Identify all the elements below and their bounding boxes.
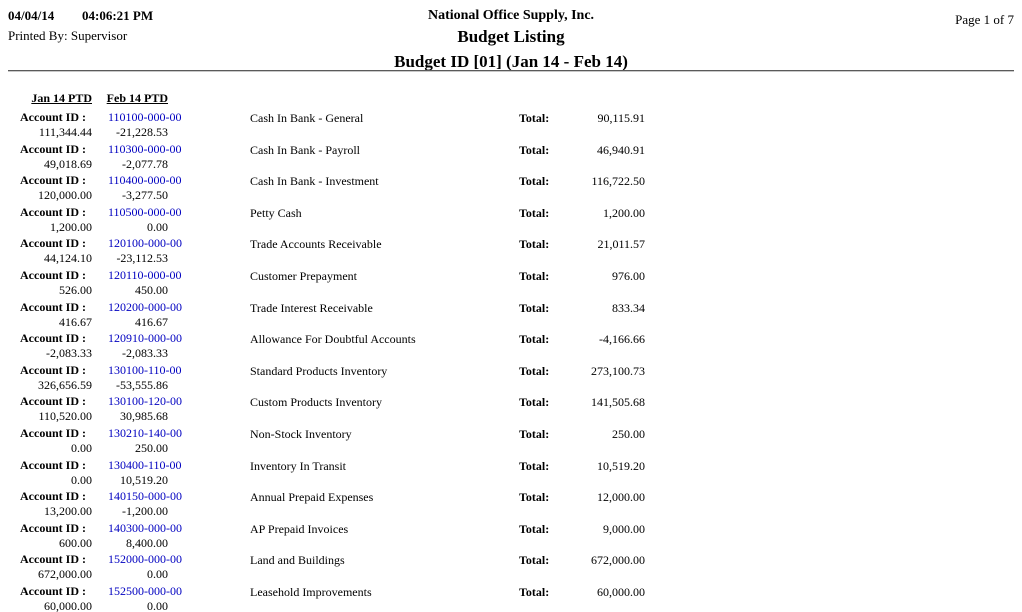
budget-row [0,394,1022,426]
total-label: Total: [519,205,550,220]
total-label: Total: [519,521,550,536]
total-label: Total: [519,111,550,125]
account-description: Inventory In Transit [250,458,346,473]
column-headers [0,91,1022,107]
jan-ptd-value: 60,000.00 [44,598,92,612]
total-label: Total: [519,174,550,189]
total-value: 1,200.00 [603,205,645,220]
page-indicator: Page 1 of 7 [955,12,1014,27]
account-id-link[interactable]: 120110-000-00 [108,267,182,282]
account-id-link[interactable]: 110300-000-00 [108,141,182,156]
feb-ptd-value: 450.00 [135,282,168,297]
total-value: 21,011.57 [597,237,645,252]
budget-row [0,584,1022,612]
total-label: Total: [519,426,550,441]
budget-row [0,300,1022,332]
account-id-link[interactable]: 120200-000-00 [108,299,182,314]
jan-ptd-value: 600.00 [59,535,92,550]
total-label: Total: [519,490,550,505]
total-label: Total: [519,363,550,378]
account-id-link[interactable]: 110400-000-00 [108,173,182,188]
budget-row [0,205,1022,237]
account-description: Allowance For Doubtful Accounts [250,332,416,347]
jan-ptd-value: 49,018.69 [44,156,92,171]
total-label: Total: [519,553,550,568]
feb-ptd-value: 10,519.20 [120,472,168,487]
budget-row [0,458,1022,490]
account-id-label: Account ID : [20,457,86,472]
total-value: 90,115.91 [597,111,645,125]
account-id-label: Account ID : [20,425,86,440]
total-label: Total: [519,142,550,157]
account-description: Cash In Bank - Investment [250,174,379,189]
total-value: 250.00 [612,426,645,441]
account-description: Cash In Bank - Payroll [250,142,360,157]
total-value: 12,000.00 [597,490,645,505]
total-value: 46,940.91 [597,142,645,157]
account-id-link[interactable]: 120100-000-00 [108,236,182,251]
total-label: Total: [519,300,550,315]
account-description: Leasehold Improvements [250,584,372,599]
account-id-link[interactable]: 110500-000-00 [108,204,182,219]
account-id-label: Account ID : [20,583,86,598]
account-description: Standard Products Inventory [250,363,388,378]
header-divider [8,70,1014,72]
feb-ptd-value: -21,228.53 [116,125,168,139]
account-id-link[interactable]: 130100-110-00 [108,362,182,377]
account-description: Customer Prepayment [250,268,357,283]
account-description: Annual Prepaid Expenses [250,490,374,505]
jan-ptd-value: 326,656.59 [38,377,92,392]
account-id-link[interactable]: 152000-000-00 [108,552,182,567]
total-label: Total: [519,584,550,599]
feb-ptd-value: 250.00 [135,440,168,455]
account-description: Petty Cash [250,205,302,220]
jan-ptd-value: 13,200.00 [44,504,92,519]
total-value: -4,166.66 [599,332,645,347]
jan-ptd-value: -2,083.33 [46,346,92,361]
account-description: AP Prepaid Invoices [250,521,349,536]
account-id-link[interactable]: 130100-120-00 [108,394,182,409]
jan-ptd-value: 526.00 [59,282,92,297]
budget-row [0,236,1022,268]
feb-ptd-value: 0.00 [147,567,168,582]
account-id-label: Account ID : [20,331,86,346]
feb-ptd-value: -3,277.50 [122,188,168,203]
account-id-label: Account ID : [20,236,86,251]
budget-row [0,426,1022,458]
total-value: 141,505.68 [591,395,645,410]
jan-ptd-value: 416.67 [59,314,92,329]
total-label: Total: [519,237,550,252]
account-id-link[interactable]: 152500-000-00 [108,583,182,598]
jan-ptd-value: 111,344.44 [38,125,92,139]
budget-row [0,489,1022,521]
account-description: Custom Products Inventory [250,395,382,410]
budget-row [0,268,1022,300]
account-id-label: Account ID : [20,110,86,124]
account-id-label: Account ID : [20,204,86,219]
budget-row [0,521,1022,553]
printed-by: Printed By: Supervisor [8,28,128,43]
account-id-link[interactable]: 110100-000-00 [108,110,182,124]
account-description: Trade Accounts Receivable [250,237,382,252]
report-time: 04:06:21 PM [82,8,154,23]
feb-ptd-value: 8,400.00 [126,535,168,550]
jan-ptd-value: 1,200.00 [50,219,92,234]
feb-ptd-value: 0.00 [147,598,168,612]
total-label: Total: [519,332,550,347]
feb-ptd-value: -2,077.78 [122,156,168,171]
account-id-label: Account ID : [20,267,86,282]
total-label: Total: [519,458,550,473]
budget-row [0,331,1022,363]
report-date: 04/04/14 [8,8,55,23]
account-id-link[interactable]: 130400-110-00 [108,457,182,472]
account-id-label: Account ID : [20,299,86,314]
account-id-link[interactable]: 120910-000-00 [108,331,182,346]
account-description: Land and Buildings [250,553,345,568]
total-value: 9,000.00 [603,521,645,536]
budget-row [0,110,1022,142]
rows [0,110,1022,612]
account-id-label: Account ID : [20,394,86,409]
report-subtitle: Budget ID [01] (Jan 14 - Feb 14) [394,52,628,71]
jan-ptd-value: 0.00 [71,440,92,455]
feb-ptd-value: -1,200.00 [122,504,168,519]
total-value: 116,722.50 [591,174,645,189]
feb-ptd-value: 30,985.68 [120,409,168,424]
total-value: 833.34 [612,300,645,315]
jan-ptd-value: 44,124.10 [44,251,92,266]
account-description: Trade Interest Receivable [250,300,373,315]
account-id-label: Account ID : [20,362,86,377]
feb-ptd-value: -2,083.33 [122,346,168,361]
budget-row [0,142,1022,174]
account-id-label: Account ID : [20,173,86,188]
account-id-label: Account ID : [20,489,86,504]
account-id-label: Account ID : [20,141,86,156]
jan-ptd-value: 672,000.00 [38,567,92,582]
account-id-link[interactable]: 130210-140-00 [108,425,182,440]
feb-ptd-value: 0.00 [147,219,168,234]
total-value: 976.00 [612,268,645,283]
column-header-feb14-ptd: Feb 14 PTD [106,91,168,105]
account-description: Cash In Bank - General [250,111,364,125]
column-header-jan14-ptd: Jan 14 PTD [31,91,92,105]
budget-row [0,173,1022,205]
total-value: 60,000.00 [597,584,645,599]
total-value: 273,100.73 [591,363,645,378]
account-id-label: Account ID : [20,520,86,535]
account-id-link[interactable]: 140150-000-00 [108,489,182,504]
feb-ptd-value: -53,555.86 [116,377,168,392]
company-name: National Office Supply, Inc. [427,8,595,23]
total-value: 10,519.20 [597,458,645,473]
total-label: Total: [519,268,550,283]
budget-row [0,552,1022,584]
budget-row [0,363,1022,395]
jan-ptd-value: 0.00 [71,472,92,487]
account-description: Non-Stock Inventory [250,426,352,441]
total-value: 672,000.00 [591,553,645,568]
account-id-link[interactable]: 140300-000-00 [108,520,182,535]
feb-ptd-value: 416.67 [135,314,168,329]
jan-ptd-value: 110,520.00 [38,409,92,424]
report-title: Budget Listing [457,27,565,46]
total-label: Total: [519,395,550,410]
jan-ptd-value: 120,000.00 [38,188,92,203]
feb-ptd-value: -23,112.53 [116,251,168,266]
account-id-label: Account ID : [20,552,86,567]
